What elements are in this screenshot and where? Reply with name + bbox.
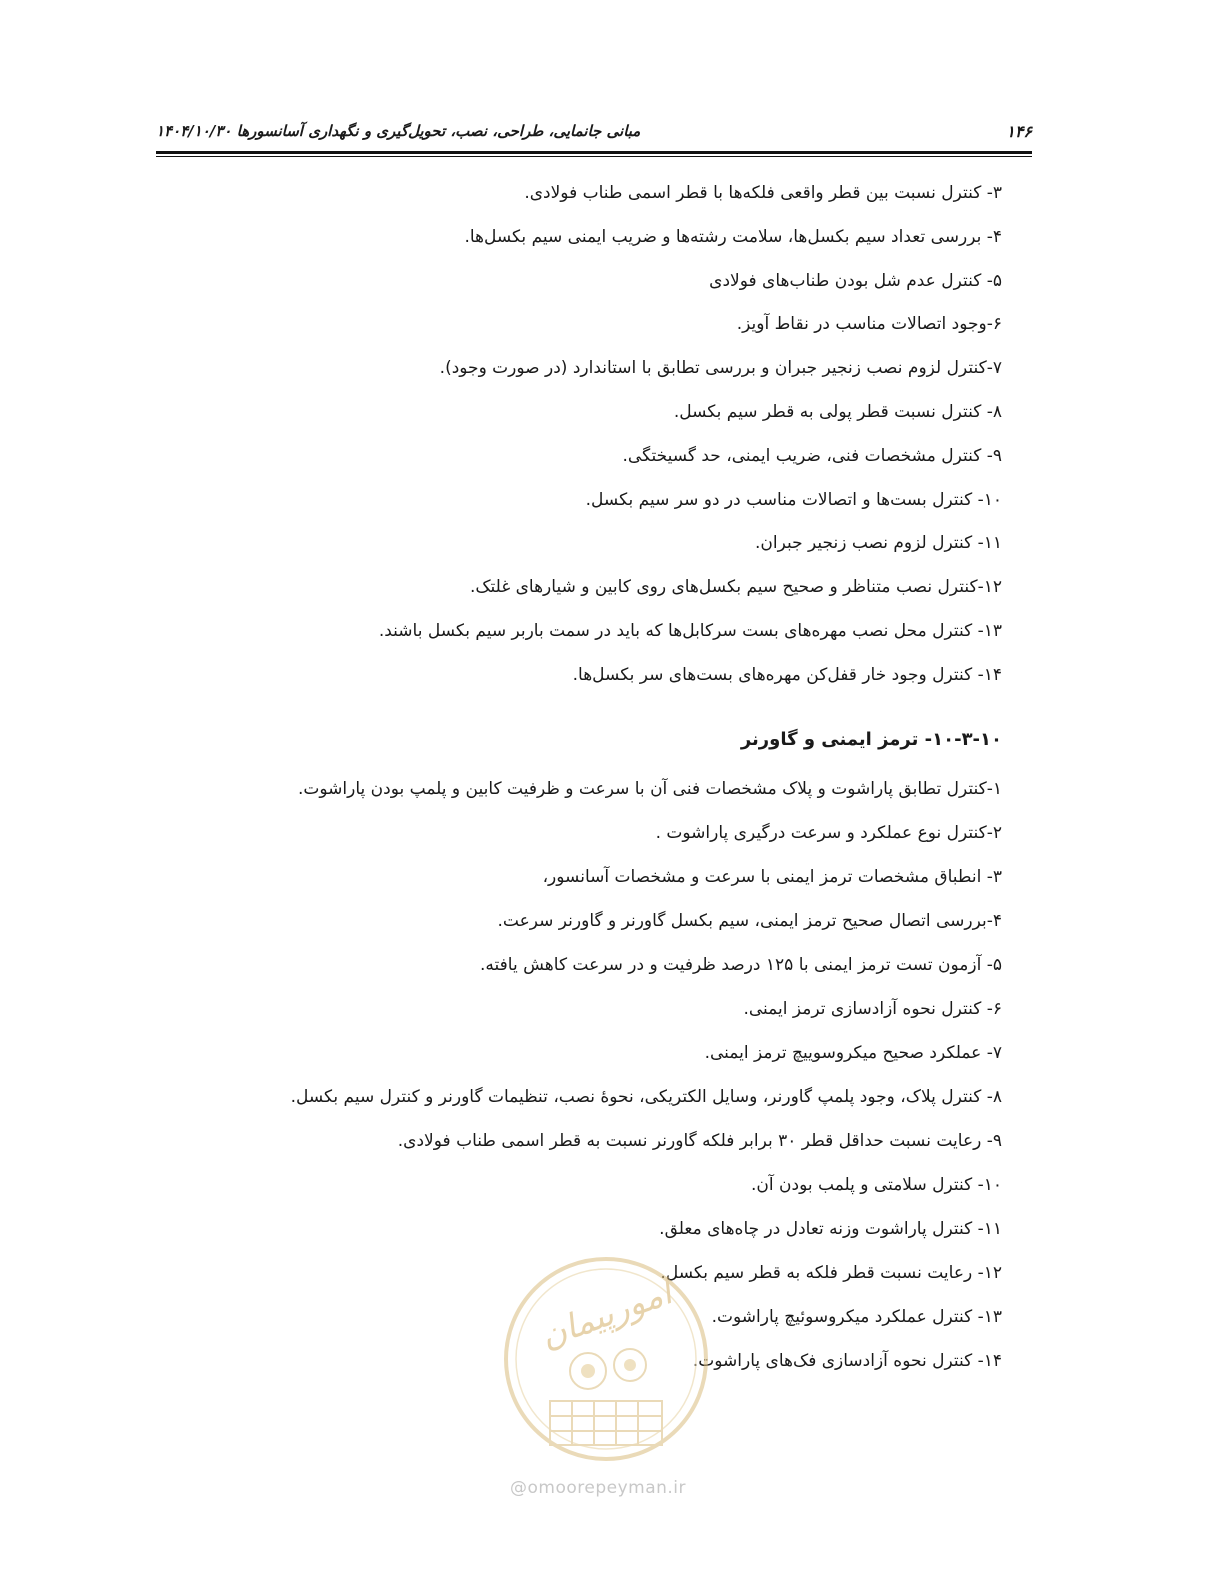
list-item: ۱۲-کنترل نصب متناظر و صحیح سیم بکسل‌های روی کابین و شیارهای غلتک. [469, 577, 1002, 598]
watermark-logo [500, 1253, 712, 1465]
list-item: ۱۳- کنترل محل نصب مهره‌های بست سرکابل‌ها که باید در سمت باربر سیم بکسل باشند. [378, 620, 1002, 641]
section-heading: ۱۰-۳-۱۰- ترمز ایمنی و گاورنر [740, 728, 1002, 750]
page-body [142, 172, 1002, 1383]
list-item: ۱-کنترل تطابق پاراشوت و پلاک مشخصات فنی آن با سرعت و ظرفیت کابین و پلمپ بودن پاراشوت. [297, 778, 1002, 799]
list-item: ۴-بررسی اتصال صحیح ترمز ایمنی، سیم بکسل گاورنر و گاورنر سرعت. [497, 910, 1002, 931]
list-item: ۱۰- کنترل سلامتی و پلمب بودن آن. [751, 1174, 1002, 1195]
list-item: ۵- آزمون تست ترمز ایمنی با ۱۲۵ درصد ظرفیت و در سرعت کاهش یافته. [480, 954, 1002, 975]
list-item: ۹- کنترل مشخصات فنی، ضریب ایمنی، حد گسیختگی. [622, 445, 1002, 466]
list-item: ۳- انطباق مشخصات ترمز ایمنی با سرعت و مشخصات آسانسور، [542, 866, 1002, 887]
list-item: ۳- کنترل نسبت بین قطر واقعی فلکه‌ها با قطر اسمی طناب فولادی. [524, 183, 1002, 203]
list-item: ۹- رعایت نسبت حداقل قطر ۳۰ برابر فلکه گاورنر نسبت به قطر اسمی طناب فولادی. [397, 1130, 1002, 1151]
list-item: ۱۰- کنترل بست‌ها و اتصالات مناسب در دو سر سیم بکسل. [585, 489, 1002, 510]
list-item: ۱۳- کنترل عملکرد میکروسوئیچ پاراشوت. [711, 1306, 1002, 1327]
list-item: ۱۱- کنترل پاراشوت وزنه تعادل در چاه‌های معلق. [659, 1218, 1002, 1239]
list-item: ۸- کنترل پلاک، وجود پلمپ گاورنر، وسایل الکتریکی، نحوهٔ نصب، تنظیمات گاورنر و کنترل سیم بکسل. [290, 1086, 1002, 1107]
page-header [156, 118, 1032, 158]
list-item: ۵- کنترل عدم شل بودن طناب‌های فولادی [709, 270, 1002, 291]
list-item: ۱۴- کنترل وجود خار قفل‌کن مهره‌های بست‌های سر بکسل‌ها. [572, 664, 1002, 685]
list-item: ۱۱- کنترل لزوم نصب زنجیر جبران. [754, 533, 1002, 554]
list-item: ۴- بررسی تعداد سیم بکسل‌ها، سلامت رشته‌ها و ضریب ایمنی سیم بکسل‌ها. [464, 226, 1002, 247]
watermark-url: @omoorepeyman.ir [510, 1478, 687, 1498]
page-number: ۱۴۶ [1006, 122, 1032, 141]
list-item: ۱۴- کنترل نحوه آزادسازی فک‌های پاراشوت. [692, 1350, 1002, 1371]
list-item: ۷- عملکرد صحیح میکروسوییچ ترمز ایمنی. [704, 1042, 1002, 1063]
list-item: ۸- کنترل نسبت قطر پولی به قطر سیم بکسل. [673, 401, 1002, 422]
list-item: ۱۲- رعایت نسبت قطر فلکه به قطر سیم بکسل. [660, 1262, 1002, 1283]
list-item: ۶-وجود اتصالات مناسب در نقاط آویز. [736, 314, 1002, 335]
checklist-ropes [142, 172, 1002, 698]
running-title: مبانی جانمایی، طراحی، نصب، تحویل‌گیری و نگهداری آسانسورها ۱۴۰۴/۱۰/۳۰ [156, 122, 641, 140]
list-item: ۷-کنترل لزوم نصب زنجیر جبران و بررسی تطابق با استاندارد (در صورت وجود). [439, 358, 1002, 379]
list-item: ۶- کنترل نحوه آزادسازی ترمز ایمنی. [743, 998, 1002, 1019]
watermark-logo-text: امورپیمان [535, 1272, 678, 1357]
header-divider [156, 151, 1032, 157]
list-item: ۲-کنترل نوع عملکرد و سرعت درگیری پاراشوت . [655, 822, 1002, 843]
